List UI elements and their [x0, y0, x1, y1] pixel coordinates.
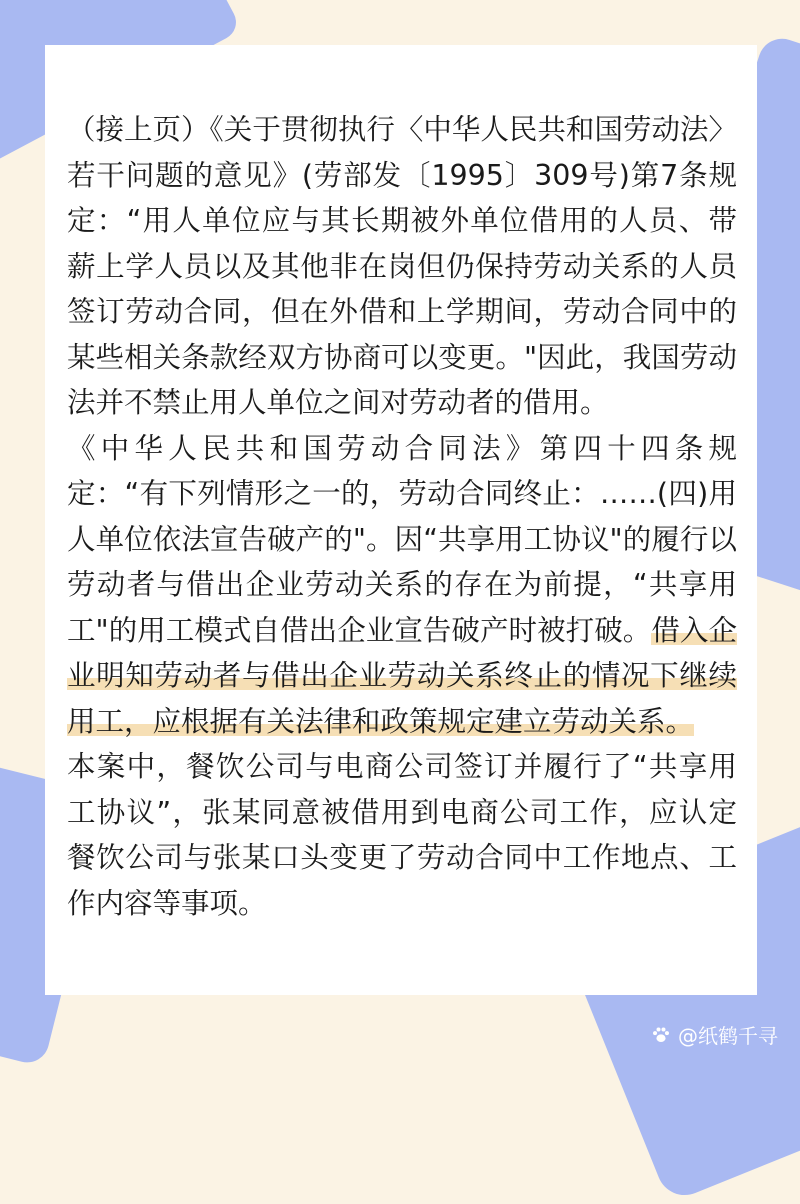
article-body — [67, 107, 737, 926]
paragraph-2 — [67, 426, 737, 745]
watermark — [650, 1020, 778, 1049]
highlighted-conclusion: 借入企业明知劳动者与借出企业劳动关系终止的情况下继续用工，应根据有关法律和政策规定建立劳动关系。 — [67, 613, 737, 738]
paragraph-1: （接上页）《关于贯彻执行〈中华人民共和国劳动法〉若干问题的意见》(劳部发〔1995〕309号)第7条规定：“用人单位应与其长期被外单位借用的人员、带薪上学人员以及其他非在岗但仍保持劳动关系的人员签订劳动合同，但在外借和上学期间，劳动合同中的某些相关条款经双方协商可以变更。"因此，我国劳动法并不禁止用人单位之间对劳动者的借用。 — [67, 113, 737, 419]
content-card — [45, 45, 757, 995]
watermark-text: @纸鹤千寻 — [678, 1024, 778, 1048]
paw-icon — [650, 1024, 672, 1046]
paragraph-3: 本案中，餐饮公司与电商公司签订并履行了“共享用工协议”，张某同意被借用到电商公司工作，应认定餐饮公司与张某口头变更了劳动合同中工作地点、工作内容等事项。 — [67, 750, 737, 920]
paragraph-2-text: 《中华人民共和国劳动合同法》第四十四条规定：“有下列情形之一的，劳动合同终止：……(四)用人单位依法宣告破产的"。因“共享用工协议"的履行以劳动者与借出企业劳动关系的存在为前提，“共享用工"的用工模式自借出企业宣告破产时被打破。 — [67, 431, 737, 647]
